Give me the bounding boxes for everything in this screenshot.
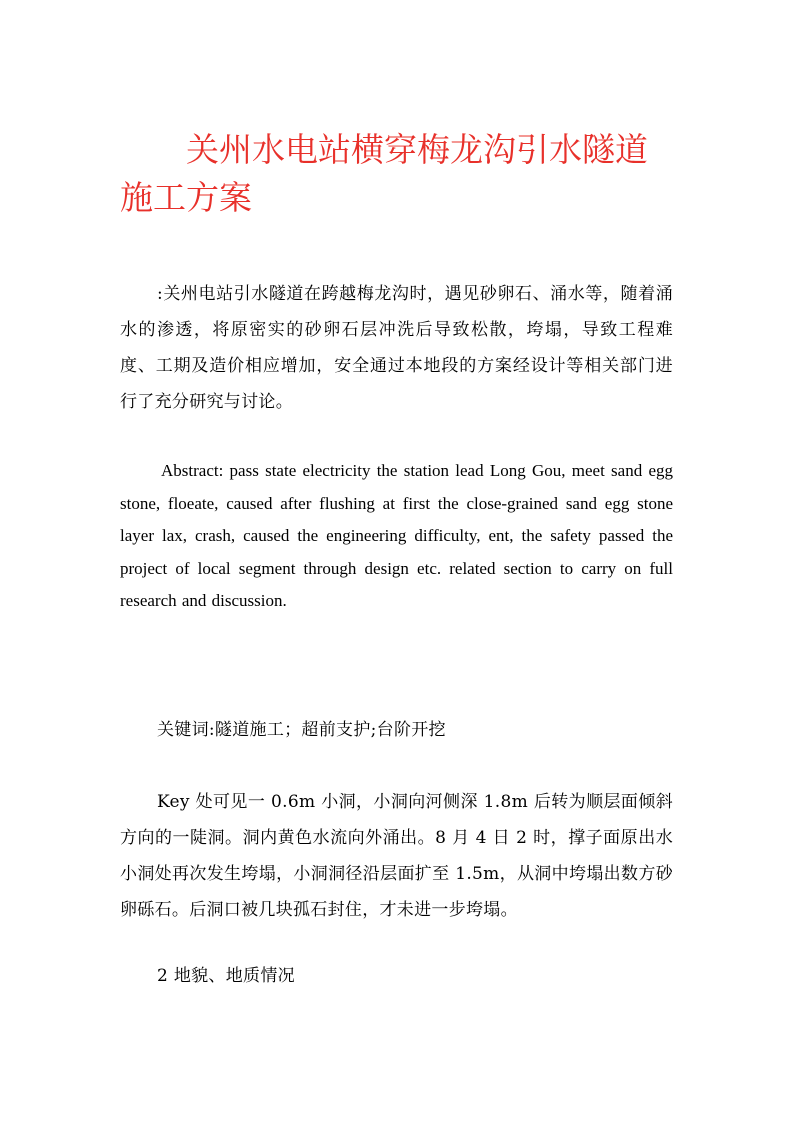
body-paragraph: Key 处可见一 0.6m 小洞，小洞向河侧深 1.8m 后转为顺层面倾斜方向的一陡洞。洞内黄色水流向外涌出。8 月 4 日 2 时，撑子面原出水小洞处再次发生垮塌，小洞洞径沿层面扩至 1.5m，从洞中垮塌出数方砂卵砾石。后洞口被几块孤石封住，才未进一步垮塌。 <box>120 792 673 920</box>
keywords-line: 关键词:隧道施工；超前支护;台阶开挖 <box>157 720 446 740</box>
abstract-chinese: :关州电站引水隧道在跨越梅龙沟时，遇见砂卵石、涌水等，随着涌水的渗透，将原密实的砂卵石层冲洗后导致松散，垮塌，导致工程难度、工期及造价相应增加，安全通过本地段的方案经设计等相关部门进行了充分研究与讨论。 <box>120 284 673 412</box>
section-heading: 2 地貌、地质情况 <box>157 966 295 986</box>
document-title: 关州水电站横穿梅龙沟引水隧道施工方案 <box>120 130 648 217</box>
abstract-english: Abstract: pass state electricity the station lead Long Gou, meet sand egg stone, floeate, caused after flushing at first the close-grained sand egg stone layer lax, crash, caused the engineering difficulty, ent, the safety passed the project of local segment through design etc. related section to carry on full research and discussion. <box>120 461 673 610</box>
